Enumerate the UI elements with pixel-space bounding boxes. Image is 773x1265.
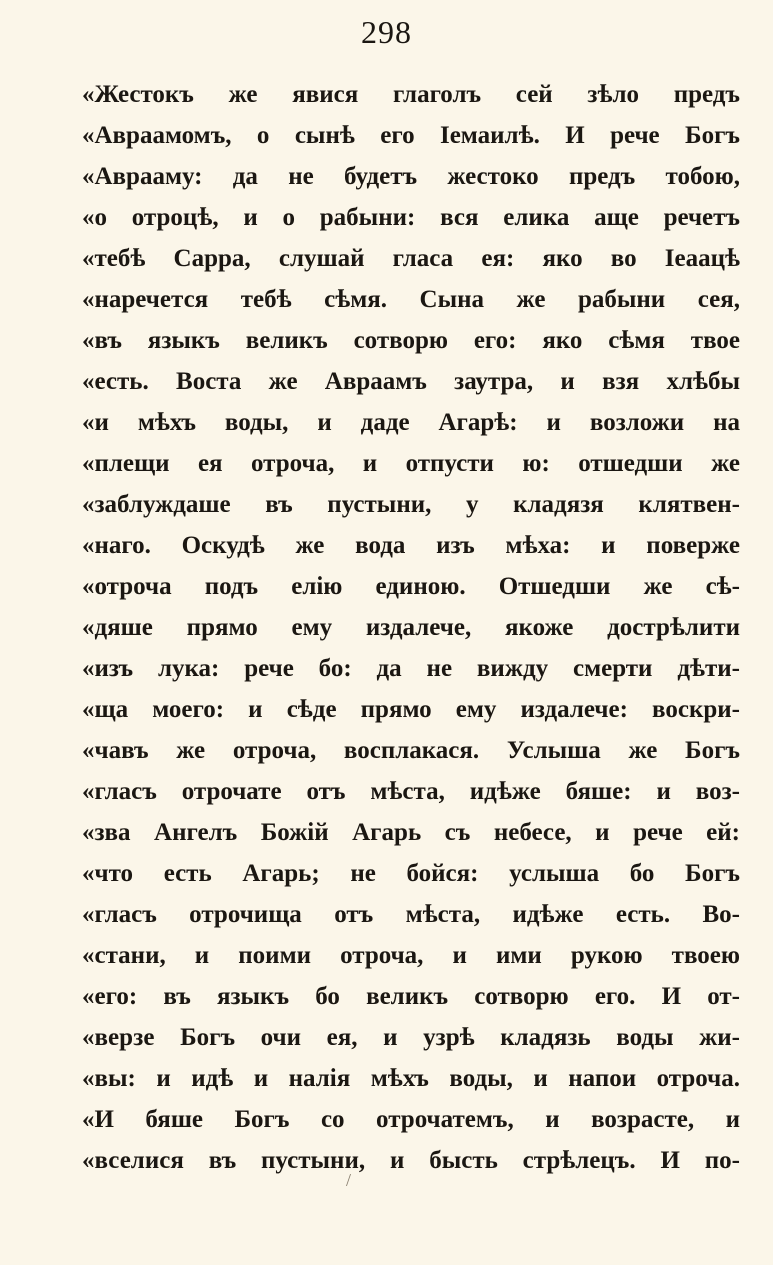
text-line: «и мѣхъ воды, и даде Агарѣ: и возложи на	[82, 409, 740, 436]
text-line: «наго. Оскудѣ же вода изъ мѣха: и поверже	[82, 532, 740, 559]
text-line: «Аврааму: да не будетъ жестоко предъ тобою,	[82, 163, 740, 190]
text-line: «стани, и поими отроча, и ими рукою твоею	[82, 942, 740, 969]
text-line: «гласъ отрочате отъ мѣста, идѣже бяше: и воз-	[82, 778, 740, 805]
text-line: «верзе Богъ очи ея, и узрѣ кладязь воды жи-	[82, 1024, 740, 1051]
text-line: «дяше прямо ему издалече, якоже дострѣлити	[82, 614, 740, 641]
page-number: 298	[361, 14, 412, 50]
stray-print-mark: /	[346, 1170, 352, 1190]
text-line: «наречется тебѣ сѣмя. Сына же рабыни сея,	[82, 286, 740, 313]
body-text	[82, 74, 740, 1181]
text-line: «плещи ея отроча, и отпусти ю: отшедши же	[82, 450, 740, 477]
text-line: «ща моего: и сѣде прямо ему издалече: воскри-	[82, 696, 740, 723]
text-line: «гласъ отрочища отъ мѣста, идѣже есть. Во-	[82, 901, 740, 928]
text-line: «тебѣ Сарра, слушай гласа ея: яко во Іеаацѣ	[82, 245, 740, 272]
text-line: «чавъ же отроча, восплакася. Услыша же Богъ	[82, 737, 740, 764]
text-line: «И бяше Богъ со отрочатемъ, и возрасте, и	[82, 1106, 740, 1133]
text-line: «что есть Агарь; не бойся: услыша бо Богъ	[82, 860, 740, 887]
text-line: «его: въ языкъ бо великъ сотворю его. И от-	[82, 983, 740, 1010]
text-line: «Жестокъ же явися глаголъ сей зѣло предъ	[82, 81, 740, 108]
text-line: «вы: и идѣ и налія мѣхъ воды, и напои отроча.	[82, 1065, 740, 1092]
text-line: «Авраамомъ, о сынѣ его Іeмаилѣ. И рече Богъ	[82, 122, 740, 149]
text-line: «есть. Воста же Авраамъ заутра, и взя хлѣбы	[82, 368, 740, 395]
text-line: «вселися въ пустыни, и бысть стрѣлецъ. И по-	[82, 1147, 740, 1174]
text-line: «въ языкъ великъ сотворю его: яко сѣмя твое	[82, 327, 740, 354]
text-line: «изъ лука: рече бо: да не вижду смерти дѣти-	[82, 655, 740, 682]
text-line: «отроча подъ елію единою. Отшедши же сѣ-	[82, 573, 740, 600]
text-line: «о отроцѣ, и о рабыни: вся елика аще речетъ	[82, 204, 740, 231]
text-line: «заблуждаше въ пустыни, у кладязя клятвен-	[82, 491, 740, 518]
text-line: «зва Ангелъ Божій Агарь съ небесе, и рече ей:	[82, 819, 740, 846]
